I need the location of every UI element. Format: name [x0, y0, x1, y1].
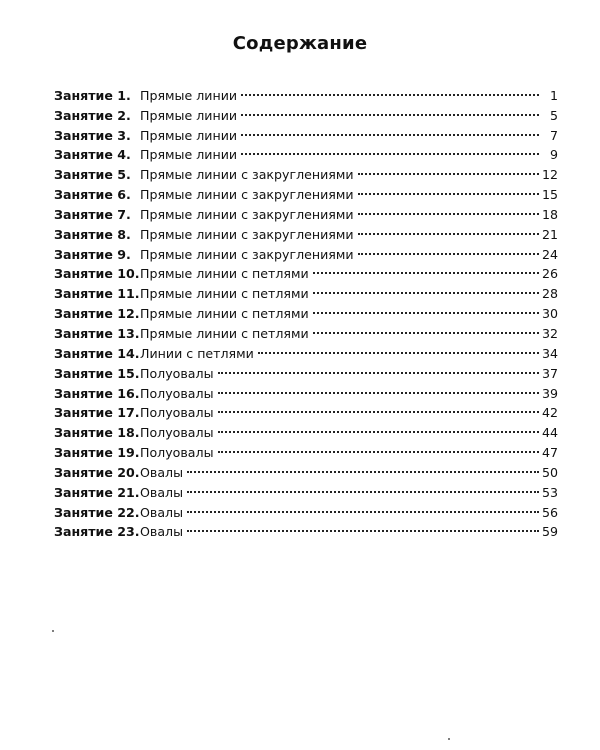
page-number: 1: [549, 87, 558, 103]
lesson-number: Занятие 8.: [54, 226, 131, 242]
page-number: 28: [541, 286, 558, 302]
page-title: Содержание: [232, 33, 368, 54]
lesson-topic: Прямые линии с петлями: [140, 266, 309, 282]
lesson-topic: Прямые линии: [140, 147, 238, 163]
lesson-topic: Прямые линии: [140, 87, 238, 103]
dot-leader: [313, 259, 539, 279]
dot-leader: [218, 437, 539, 457]
page-number: 12: [541, 167, 558, 183]
dot-leader: [187, 477, 539, 497]
page-number: 34: [541, 345, 558, 361]
dot-leader: [313, 278, 539, 298]
dot-leader: [241, 100, 539, 120]
lesson-number: Занятие 4.: [54, 147, 131, 163]
lesson-topic: Линии с петлями: [140, 345, 254, 361]
page-number: 9: [549, 147, 558, 163]
lesson-number: Занятие 12.: [54, 306, 140, 322]
page-number: 18: [541, 206, 558, 222]
dot-leader: [218, 417, 539, 437]
lesson-number: Занятие 10.: [54, 266, 140, 282]
dot-leader: [358, 199, 539, 219]
dot-leader: [218, 398, 539, 418]
dot-leader: [241, 80, 539, 100]
lesson-topic: Полуовалы: [140, 385, 214, 401]
lesson-topic: Прямые линии с закруглениями: [140, 246, 354, 262]
dot-leader: [187, 457, 539, 477]
page-number: 56: [541, 504, 558, 520]
lesson-number: Занятие 16.: [54, 385, 140, 401]
dot-leader: [241, 120, 539, 140]
lesson-topic: Овалы: [140, 524, 184, 540]
print-speck: [52, 630, 54, 632]
lesson-topic: Прямые линии: [140, 127, 238, 143]
lesson-number: Занятие 6.: [54, 187, 131, 203]
lesson-number: Занятие 22.: [54, 504, 140, 520]
page-number: 5: [549, 107, 558, 123]
page-number: 21: [541, 226, 558, 242]
lesson-topic: Прямые линии с закруглениями: [140, 226, 354, 242]
lesson-number: Занятие 13.: [54, 325, 140, 341]
page-number: 7: [549, 127, 558, 143]
lesson-topic: Прямые линии с петлями: [140, 306, 309, 322]
dot-leader: [313, 318, 539, 338]
page-number: 47: [541, 445, 558, 461]
page-number: 39: [541, 385, 558, 401]
lesson-topic: Прямые линии с закруглениями: [140, 167, 354, 183]
dot-leader: [313, 298, 539, 318]
page-number: 42: [541, 405, 558, 421]
dot-leader: [218, 378, 539, 398]
dot-leader: [187, 517, 539, 537]
lesson-topic: Прямые линии: [140, 107, 238, 123]
page-number: 37: [541, 365, 558, 381]
dot-leader: [358, 219, 539, 239]
page-number: 59: [541, 524, 558, 540]
lesson-number: Занятие 1.: [54, 87, 131, 103]
page-number: 26: [541, 266, 558, 282]
page-number: 32: [541, 325, 558, 341]
page-number: 44: [541, 425, 558, 441]
lesson-topic: Полуовалы: [140, 405, 214, 421]
table-of-contents: [54, 80, 558, 540]
toc-entry[interactable]: [54, 80, 558, 103]
lesson-topic: Прямые линии с закруглениями: [140, 206, 354, 222]
lesson-topic: Овалы: [140, 484, 184, 500]
lesson-number: Занятие 17.: [54, 405, 140, 421]
lesson-number: Занятие 9.: [54, 246, 131, 262]
dot-leader: [358, 159, 539, 179]
lesson-topic: Прямые линии с петлями: [140, 325, 309, 341]
dot-leader: [358, 239, 539, 259]
lesson-number: Занятие 3.: [54, 127, 131, 143]
lesson-number: Занятие 11.: [54, 286, 140, 302]
lesson-number: Занятие 14.: [54, 345, 140, 361]
lesson-number: Занятие 18.: [54, 425, 140, 441]
page-number: 30: [541, 306, 558, 322]
lesson-topic: Полуовалы: [140, 425, 214, 441]
lesson-topic: Овалы: [140, 464, 184, 480]
lesson-topic: Овалы: [140, 504, 184, 520]
lesson-number: Занятие 2.: [54, 107, 131, 123]
print-speck: [448, 738, 450, 740]
lesson-number: Занятие 21.: [54, 484, 140, 500]
page-number: 15: [541, 187, 558, 203]
lesson-number: Занятие 15.: [54, 365, 140, 381]
lesson-number: Занятие 5.: [54, 167, 131, 183]
dot-leader: [258, 338, 539, 358]
dot-leader: [241, 140, 539, 160]
lesson-topic: Прямые линии с закруглениями: [140, 187, 354, 203]
dot-leader: [218, 358, 539, 378]
lesson-topic: Полуовалы: [140, 445, 214, 461]
page-number: 50: [541, 464, 558, 480]
lesson-number: Занятие 23.: [54, 524, 140, 540]
page-number: 24: [541, 246, 558, 262]
lesson-number: Занятие 19.: [54, 445, 140, 461]
dot-leader: [187, 497, 539, 517]
lesson-topic: Полуовалы: [140, 365, 214, 381]
lesson-topic: Прямые линии с петлями: [140, 286, 309, 302]
dot-leader: [358, 179, 539, 199]
lesson-number: Занятие 20.: [54, 464, 140, 480]
page-number: 53: [541, 484, 558, 500]
lesson-number: Занятие 7.: [54, 206, 131, 222]
